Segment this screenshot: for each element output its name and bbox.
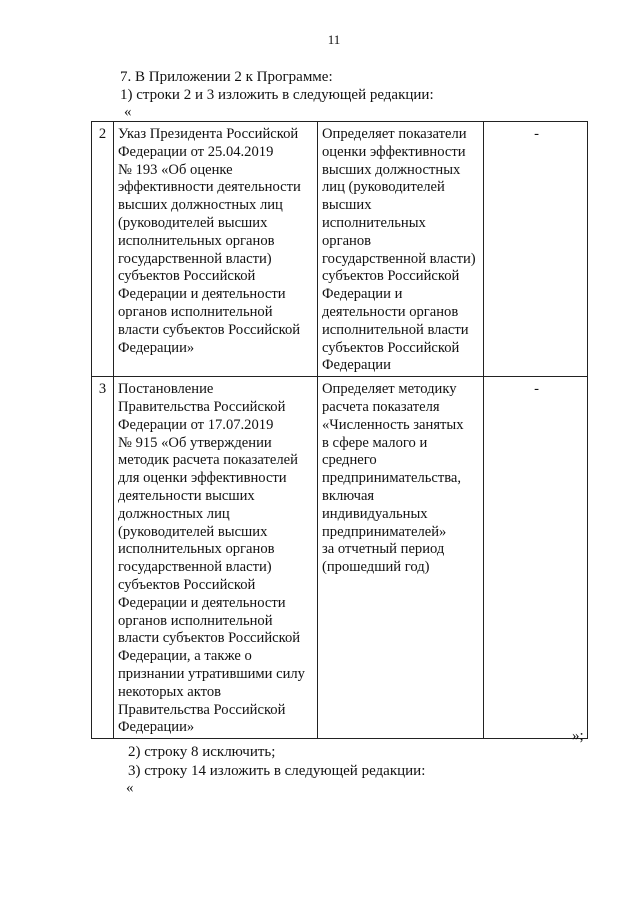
document-title-cell-line: (руководителей высших (118, 523, 268, 540)
purpose-cell-line: предпринимателей» (322, 523, 447, 540)
document-title-cell-line: эффективности деятельности (118, 179, 301, 196)
document-title-cell-line: Федерации» (118, 719, 195, 736)
purpose-cell-line: Федерации (322, 357, 391, 374)
purpose-cell-line: (прошедший год) (322, 559, 430, 576)
document-title-cell-line: власти субъектов Российской (118, 321, 301, 338)
document-title-cell-line: для оценки эффективности (118, 470, 287, 487)
document-title-cell (114, 377, 318, 739)
purpose-cell-line: Определяет показатели (322, 126, 467, 142)
document-title-cell-line: Федерации и деятельности (118, 286, 286, 303)
purpose-cell-line: включая (322, 487, 375, 504)
purpose-cell-line: высших должностных (322, 161, 461, 178)
document-title-cell-line: государственной власти) (118, 559, 272, 576)
purpose-cell-line: деятельности органов (322, 303, 459, 320)
document-title-cell-line: деятельности высших (118, 487, 255, 504)
purpose-cell-line: субъектов Российской (322, 268, 460, 285)
document-title-cell-line: Федерации от 25.04.2019 (118, 143, 274, 160)
table-row (92, 377, 588, 739)
document-title-cell-line: власти субъектов Российской (118, 630, 301, 647)
purpose-cell-line: Федерации и (322, 286, 403, 303)
purpose-cell-line: исполнительной власти (322, 321, 469, 338)
document-title-cell-line: методик расчета показателей (118, 452, 298, 469)
purpose-cell (318, 377, 484, 739)
purpose-cell-line: субъектов Российской (322, 339, 460, 356)
delete-row-instruction: 2) строку 8 исключить; (128, 744, 276, 760)
amendment-heading: 7. В Приложении 2 к Программе: (120, 69, 333, 85)
document-title-cell-line: должностных лиц (118, 505, 230, 522)
document-title-cell-line: № 193 «Об оценке (118, 161, 233, 178)
document-title-cell-line: Правительства Российской (118, 398, 286, 415)
purpose-cell (318, 122, 484, 377)
document-title-cell-line: Правительства Российской (118, 701, 286, 718)
purpose-cell-line: расчета показателя (322, 398, 440, 415)
document-title-cell-line: исполнительных органов (118, 541, 275, 558)
purpose-cell-line: в сфере малого и (322, 434, 428, 451)
document-title-cell-line: Федерации от 17.07.2019 (118, 416, 274, 433)
row-number-cell: 3 (92, 377, 114, 739)
document-title-cell-line: высших должностных лиц (118, 197, 283, 214)
table-body (92, 122, 588, 739)
purpose-cell-line: исполнительных (322, 214, 426, 231)
document-title-cell-line: № 915 «Об утверждении (118, 434, 272, 451)
extra-cell: - (484, 122, 588, 377)
document-title-cell-line: органов исполнительной (118, 303, 273, 320)
document-title-cell-line: исполнительных органов (118, 232, 275, 249)
document-title-cell-line: Постановление (118, 381, 214, 398)
purpose-cell-line: лиц (руководителей (322, 179, 445, 196)
document-title-cell (114, 122, 318, 377)
page-number: 11 (327, 32, 341, 47)
document-title-cell-line: государственной власти) (118, 250, 272, 267)
row-number-cell: 2 (92, 122, 114, 377)
purpose-cell-line: предпринимательства, (322, 470, 462, 487)
document-title-cell-line: субъектов Российской (118, 268, 256, 285)
opening-quote-2: « (126, 780, 134, 796)
closing-quote: »; (572, 728, 584, 744)
replace-row-instruction: 3) строку 14 изложить в следующей редакции: (128, 763, 426, 779)
document-title-cell-line: Указ Президента Российской (118, 126, 299, 142)
purpose-cell-line: органов (322, 232, 372, 249)
programme-annex-table (91, 121, 588, 739)
document-title-cell-line: (руководителей высших (118, 214, 268, 231)
purpose-cell-line: Определяет методику (322, 381, 457, 398)
document-title-cell-line: субъектов Российской (118, 576, 256, 593)
amendment-instruction: 1) строки 2 и 3 изложить в следующей редакции: (120, 87, 434, 103)
purpose-cell-line: среднего (322, 452, 377, 469)
document-title-cell-line: некоторых актов (118, 683, 222, 700)
opening-quote: « (124, 104, 132, 120)
purpose-cell-line: «Численность занятых (322, 416, 464, 433)
purpose-cell-line: за отчетный период (322, 541, 445, 558)
extra-cell: - (484, 377, 588, 739)
document-title-cell-line: признании утратившими силу (118, 665, 305, 682)
document-title-cell-line: Федерации, а также о (118, 648, 252, 665)
document-title-cell-line: органов исполнительной (118, 612, 273, 629)
document-title-cell-line: Федерации» (118, 339, 195, 356)
purpose-cell-line: высших (322, 197, 372, 214)
purpose-cell-line: индивидуальных (322, 505, 428, 522)
purpose-cell-line: государственной власти) (322, 250, 476, 267)
table-row (92, 122, 588, 377)
document-title-cell-line: Федерации и деятельности (118, 594, 286, 611)
purpose-cell-line: оценки эффективности (322, 143, 466, 160)
